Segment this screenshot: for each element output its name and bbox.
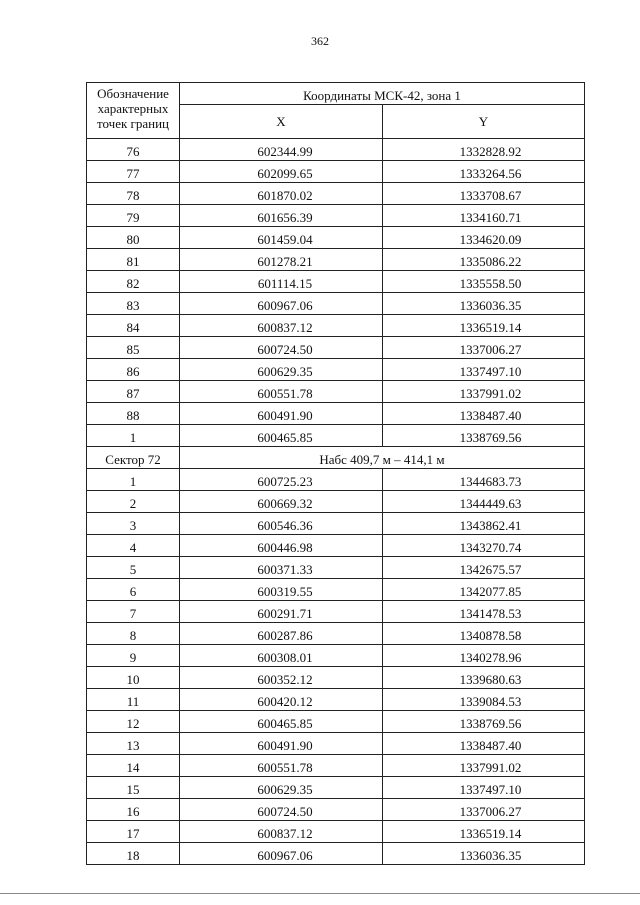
x-coordinate-cell: 600420.12 <box>180 689 383 711</box>
point-number-cell: 83 <box>87 293 180 315</box>
table-row <box>87 293 585 315</box>
point-number-cell: 87 <box>87 381 180 403</box>
y-coordinate-cell: 1342077.85 <box>383 579 585 601</box>
x-coordinate-cell: 602099.65 <box>180 161 383 183</box>
header-coordinate-system: Координаты МСК-42, зона 1 <box>180 83 585 105</box>
point-number-cell: 15 <box>87 777 180 799</box>
y-coordinate-cell: 1340278.96 <box>383 645 585 667</box>
y-coordinate-cell: 1336036.35 <box>383 293 585 315</box>
point-number-cell: 2 <box>87 491 180 513</box>
table-row <box>87 183 585 205</box>
point-number-cell: 76 <box>87 139 180 161</box>
table-header-row <box>87 83 585 105</box>
point-number-cell: 1 <box>87 425 180 447</box>
table-row <box>87 689 585 711</box>
y-coordinate-cell: 1337006.27 <box>383 799 585 821</box>
table-row <box>87 821 585 843</box>
table-row <box>87 227 585 249</box>
point-number-cell: 81 <box>87 249 180 271</box>
y-coordinate-cell: 1344683.73 <box>383 469 585 491</box>
x-coordinate-cell: 600491.90 <box>180 403 383 425</box>
sector-height-range: Набс 409,7 м – 414,1 м <box>180 447 585 469</box>
point-number-cell: 80 <box>87 227 180 249</box>
table-row <box>87 271 585 293</box>
x-coordinate-cell: 601114.15 <box>180 271 383 293</box>
point-number-cell: 77 <box>87 161 180 183</box>
point-number-cell: 88 <box>87 403 180 425</box>
point-number-cell: 10 <box>87 667 180 689</box>
table-row <box>87 403 585 425</box>
table-row <box>87 711 585 733</box>
table-row <box>87 535 585 557</box>
y-coordinate-cell: 1337006.27 <box>383 337 585 359</box>
scan-edge-line <box>0 893 640 894</box>
x-coordinate-cell: 600465.85 <box>180 711 383 733</box>
table-row <box>87 733 585 755</box>
y-coordinate-cell: 1333708.67 <box>383 183 585 205</box>
header-x: X <box>180 105 383 139</box>
point-number-cell: 11 <box>87 689 180 711</box>
y-coordinate-cell: 1344449.63 <box>383 491 585 513</box>
x-coordinate-cell: 600446.98 <box>180 535 383 557</box>
point-number-cell: 84 <box>87 315 180 337</box>
header-point-designation: Обозначение характерных точек границ <box>87 83 180 139</box>
table-row <box>87 557 585 579</box>
point-number-cell: 13 <box>87 733 180 755</box>
point-number-cell: 12 <box>87 711 180 733</box>
x-coordinate-cell: 600629.35 <box>180 777 383 799</box>
x-coordinate-cell: 600465.85 <box>180 425 383 447</box>
y-coordinate-cell: 1332828.92 <box>383 139 585 161</box>
sector-label: Сектор 72 <box>87 447 180 469</box>
x-coordinate-cell: 600319.55 <box>180 579 383 601</box>
table-row <box>87 425 585 447</box>
table-row <box>87 645 585 667</box>
y-coordinate-cell: 1338769.56 <box>383 425 585 447</box>
point-number-cell: 16 <box>87 799 180 821</box>
x-coordinate-cell: 600724.50 <box>180 799 383 821</box>
x-coordinate-cell: 600837.12 <box>180 821 383 843</box>
table-row <box>87 359 585 381</box>
x-coordinate-cell: 600551.78 <box>180 755 383 777</box>
point-number-cell: 4 <box>87 535 180 557</box>
coordinates-table <box>86 82 585 865</box>
x-coordinate-cell: 600287.86 <box>180 623 383 645</box>
x-coordinate-cell: 600967.06 <box>180 843 383 865</box>
point-number-cell: 5 <box>87 557 180 579</box>
x-coordinate-cell: 601870.02 <box>180 183 383 205</box>
y-coordinate-cell: 1337991.02 <box>383 381 585 403</box>
y-coordinate-cell: 1343270.74 <box>383 535 585 557</box>
point-number-cell: 7 <box>87 601 180 623</box>
table-row <box>87 623 585 645</box>
y-coordinate-cell: 1343862.41 <box>383 513 585 535</box>
header-y: Y <box>383 105 585 139</box>
table-row <box>87 381 585 403</box>
point-number-cell: 9 <box>87 645 180 667</box>
point-number-cell: 14 <box>87 755 180 777</box>
x-coordinate-cell: 600352.12 <box>180 667 383 689</box>
table-row <box>87 249 585 271</box>
table-row <box>87 843 585 865</box>
point-number-cell: 78 <box>87 183 180 205</box>
table-row <box>87 777 585 799</box>
x-coordinate-cell: 600308.01 <box>180 645 383 667</box>
point-number-cell: 85 <box>87 337 180 359</box>
point-number-cell: 1 <box>87 469 180 491</box>
table-row <box>87 315 585 337</box>
table-row <box>87 139 585 161</box>
y-coordinate-cell: 1336036.35 <box>383 843 585 865</box>
table-row <box>87 799 585 821</box>
y-coordinate-cell: 1335558.50 <box>383 271 585 293</box>
y-coordinate-cell: 1337991.02 <box>383 755 585 777</box>
table-row <box>87 205 585 227</box>
x-coordinate-cell: 600669.32 <box>180 491 383 513</box>
x-coordinate-cell: 600837.12 <box>180 315 383 337</box>
x-coordinate-cell: 600551.78 <box>180 381 383 403</box>
point-number-cell: 17 <box>87 821 180 843</box>
x-coordinate-cell: 600371.33 <box>180 557 383 579</box>
y-coordinate-cell: 1339084.53 <box>383 689 585 711</box>
y-coordinate-cell: 1336519.14 <box>383 315 585 337</box>
y-coordinate-cell: 1340878.58 <box>383 623 585 645</box>
table-row <box>87 337 585 359</box>
x-coordinate-cell: 600725.23 <box>180 469 383 491</box>
y-coordinate-cell: 1341478.53 <box>383 601 585 623</box>
x-coordinate-cell: 600967.06 <box>180 293 383 315</box>
y-coordinate-cell: 1338769.56 <box>383 711 585 733</box>
point-number-cell: 6 <box>87 579 180 601</box>
x-coordinate-cell: 601459.04 <box>180 227 383 249</box>
point-number-cell: 3 <box>87 513 180 535</box>
table-row <box>87 755 585 777</box>
y-coordinate-cell: 1342675.57 <box>383 557 585 579</box>
x-coordinate-cell: 600724.50 <box>180 337 383 359</box>
y-coordinate-cell: 1337497.10 <box>383 777 585 799</box>
x-coordinate-cell: 601278.21 <box>180 249 383 271</box>
y-coordinate-cell: 1339680.63 <box>383 667 585 689</box>
x-coordinate-cell: 600491.90 <box>180 733 383 755</box>
point-number-cell: 86 <box>87 359 180 381</box>
sector-row <box>87 447 585 469</box>
page-number: 362 <box>311 34 329 48</box>
y-coordinate-cell: 1338487.40 <box>383 733 585 755</box>
x-coordinate-cell: 600291.71 <box>180 601 383 623</box>
table-row <box>87 469 585 491</box>
y-coordinate-cell: 1338487.40 <box>383 403 585 425</box>
table-row <box>87 579 585 601</box>
x-coordinate-cell: 602344.99 <box>180 139 383 161</box>
point-number-cell: 82 <box>87 271 180 293</box>
table-row <box>87 491 585 513</box>
table-row <box>87 667 585 689</box>
x-coordinate-cell: 600629.35 <box>180 359 383 381</box>
x-coordinate-cell: 600546.36 <box>180 513 383 535</box>
y-coordinate-cell: 1335086.22 <box>383 249 585 271</box>
table-row <box>87 513 585 535</box>
x-coordinate-cell: 601656.39 <box>180 205 383 227</box>
point-number-cell: 18 <box>87 843 180 865</box>
y-coordinate-cell: 1333264.56 <box>383 161 585 183</box>
point-number-cell: 79 <box>87 205 180 227</box>
y-coordinate-cell: 1334160.71 <box>383 205 585 227</box>
table-row <box>87 161 585 183</box>
y-coordinate-cell: 1337497.10 <box>383 359 585 381</box>
table-row <box>87 601 585 623</box>
y-coordinate-cell: 1334620.09 <box>383 227 585 249</box>
point-number-cell: 8 <box>87 623 180 645</box>
y-coordinate-cell: 1336519.14 <box>383 821 585 843</box>
